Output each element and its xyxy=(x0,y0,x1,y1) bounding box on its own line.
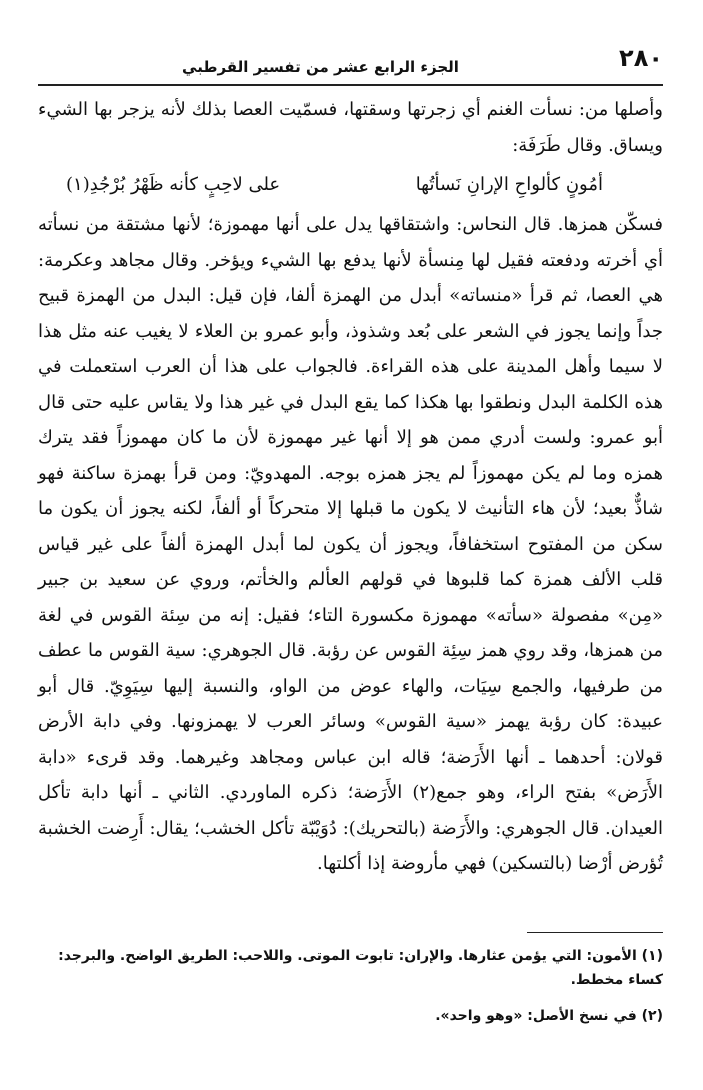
verse-second-hemistich: على لاحِبٍ كأنه ظَهْرُ بُرْجُدِ(١) xyxy=(66,174,281,195)
footnotes xyxy=(38,944,663,1040)
header-divider xyxy=(38,84,663,86)
page-number: ٢٨٠ xyxy=(619,44,663,72)
footnote-2: (٢) في نسخ الأصل: «وهو واحد». xyxy=(435,1008,663,1024)
poetry-verse xyxy=(38,163,663,207)
running-title: الجزء الرابع عشر من تفسير القرطبي xyxy=(182,58,459,76)
main-text xyxy=(38,92,663,882)
paragraph-2: فسكّن همزها. قال النحاس: واشتقاقها يدل على أنها مهموزة؛ لأنها مشتقة من نسأته أي أخرته ودفعته فقيل لها مِنسأة لأنها يدفع بها الشيء ويؤخر. وقال مجاهد وعكرمة: هي العصا، ثم قرأ «منساته» أبدل من الهمزة ألفا، فإن قيل: البدل من الهمزة قبيح جداً وإنما يجوز في الشعر على بُعد وشذوذ، وأبو عمرو بن العلاء لا يغيب عنه مثل هذا لا سيما وأهل المدينة على هذه القراءة. فالجواب على هذا أن العرب استعملت في هذه الكلمة البدل ونطقوا بها هكذا كما يقع البدل في غير هذا ولا يقاس عليه حتى قال أبو عمرو: ولست أدري ممن هو إلا أنها غير مهموزة لأن ما كان مهموزاً فقد يترك همزه وما لم يكن مهموزاً لم يجز همزه بوجه. المهدويّ: ومن قرأ بهمزة ساكنة فهو شاذٌّ بعيد؛ لأن هاء التأنيث لا يكون ما قبلها إلا متحركاً أو ألفاً، لكنه يجوز أن يكون ما سكن من المفتوح استخفافاً، ويجوز أن يكون لما أبدل الهمزة ألفاً على غير قياس قلب الألف همزة كما قلبوها في قولهم العألم والخأتم، وروي عن سعيد بن جبير «مِن» مفصولة «سأته» مهموزة مكسورة التاء؛ فقيل: إنه من سِئة القوس في لغة من همزها، وقد روي همز سِئِة القوس عن رؤبة. قال الجوهري: سية القوس ما عطف من طرفيها، والجمع سِيَات، والهاء عوض من الواو، والنسبة إليها سِيَوِيّ. قال أبو عبيدة: كان رؤبة يهمز «سية القوس» وسائر العرب لا يهمزونها. وفي دابة الأرض قولان: أحدهما ـ أنها الأَرَضة؛ قاله ابن عباس ومجاهد وغيرهما. وقد قرىء «دابة الأَرَض» بفتح الراء، وهو جمع(٢) الأَرَضة؛ ذكره الماوردي. الثاني ـ أنها دابة تأكل العيدان. قال الجوهري: والأَرَضة (بالتحريك): دُوَيْبّة تأكل الخشب؛ يقال: أَرِضت الخشبة تُؤرض أرْضا (بالتسكين) فهي مأروضة إذا أكلتها. xyxy=(38,214,663,874)
footnote-divider xyxy=(527,932,663,933)
paragraph-1: وأصلها من: نسأت الغنم أي زجرتها وسقتها، فسمّيت العصا بذلك لأنه يزجر بها الشيء ويساق. وقال طَرَفَة: xyxy=(38,99,663,156)
footnote-1: (١) الأمون: التي يؤمن عثارها. والإران: تابوت الموتى. واللاحب: الطريق الواضح. والبرجد: كساء مخطط. xyxy=(58,948,663,988)
verse-first-hemistich: أمُونٍ كألواحِ الإرانِ نَسأتُها xyxy=(415,174,603,195)
page-header xyxy=(38,44,663,86)
